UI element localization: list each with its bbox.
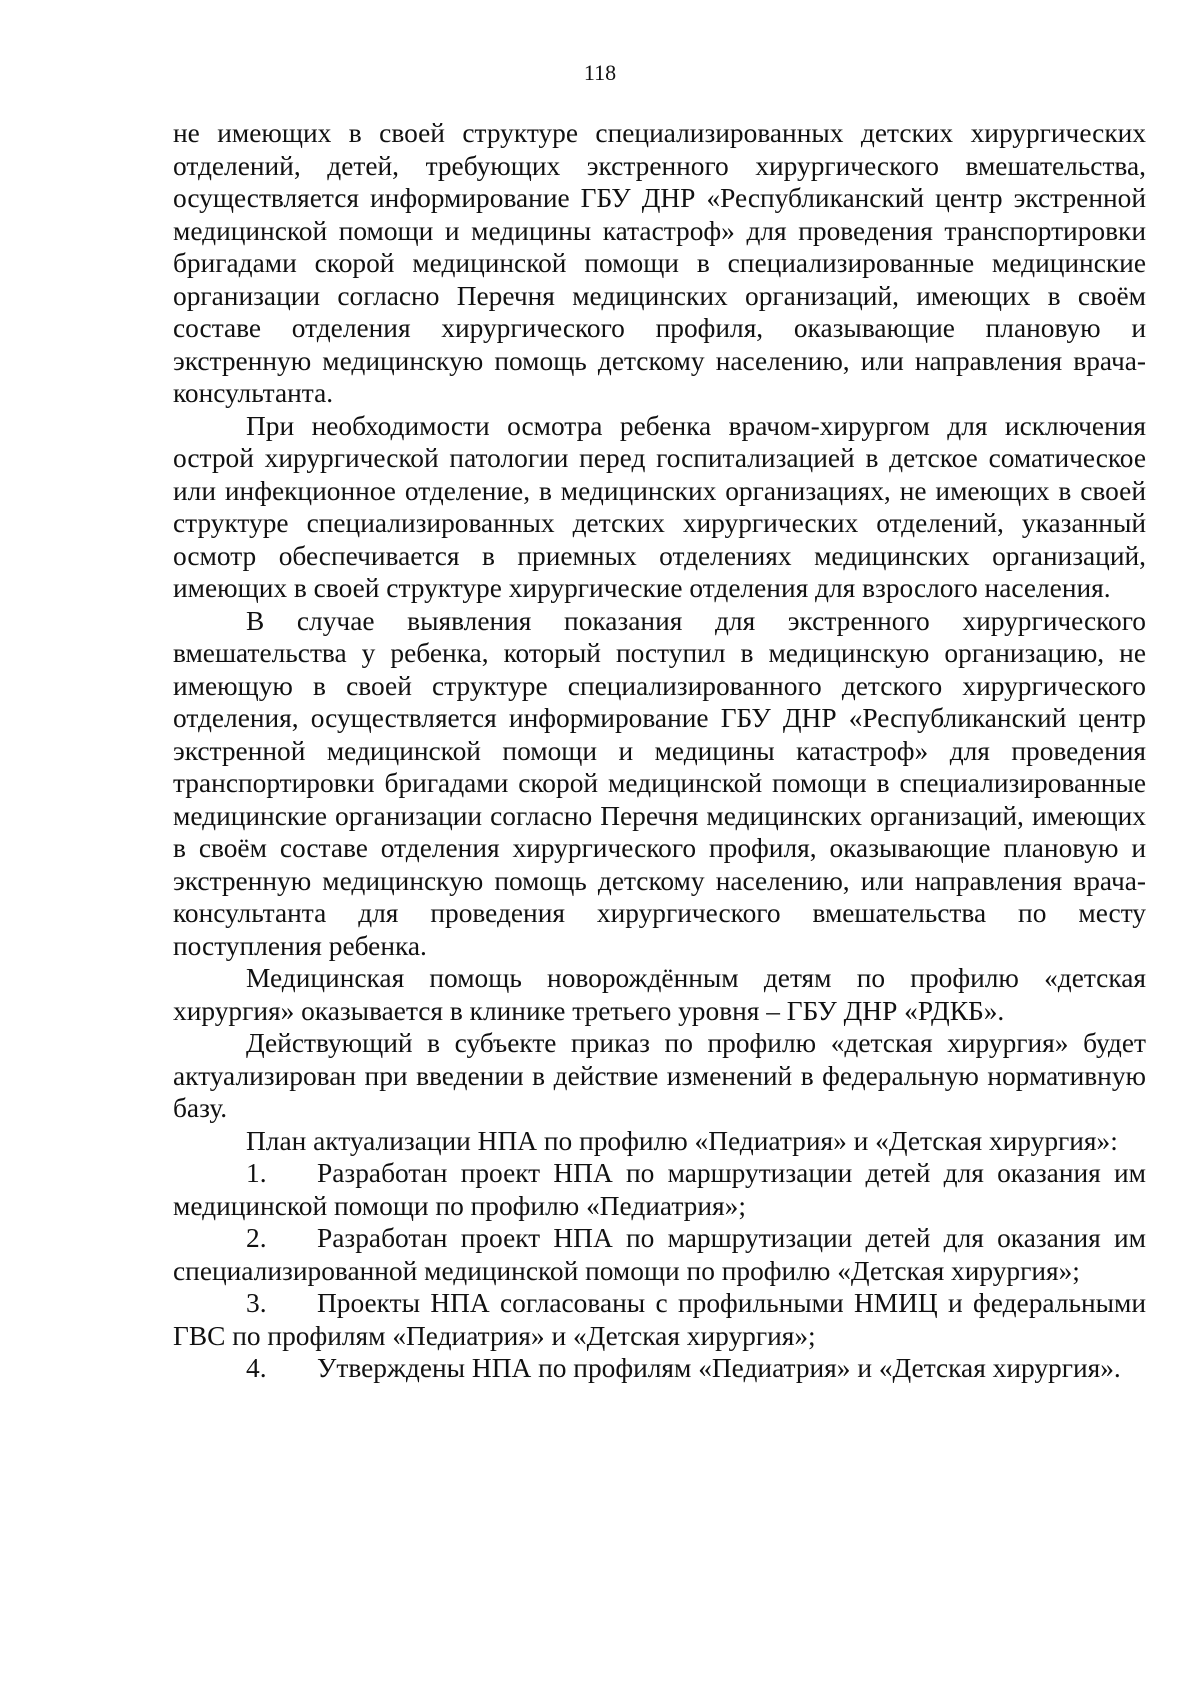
plan-item-number: 1. [246, 1158, 267, 1188]
plan-item-number: 4. [246, 1353, 267, 1383]
plan-list-item [173, 1222, 1146, 1287]
plan-list-item [173, 1157, 1146, 1222]
plan-list-item [173, 1287, 1146, 1352]
paragraph-emergency-intervention: В случае выявления показания для экстренного хирургического вмешательства у ребенка, который поступил в медицинскую организацию, не имеющую в своей структуре специализированного детского хирургического отделения, осуществляется информирование ГБУ ДНР «Республиканский центр экстренной медицинской помощи и медицины катастроф» для проведения транспортировки бригадами скорой медицинской помощи в специализированные медицинские организации согласно Перечня медицинских организаций, имеющих в своём составе отделения хирургического профиля, оказывающие плановую и экстренную медицинскую помощь детскому населению, или направления врача-консультанта для проведения хирургического вмешательства по месту поступления ребенка. [173, 605, 1146, 961]
paragraph-continuation: не имеющих в своей структуре специализированных детских хирургических отделений, детей, требующих экстренного хирургического вмешательства, осуществляется информирование ГБУ ДНР «Республиканский центр экстренной медицинской помощи и медицины катастроф» для проведения транспортировки бригадами скорой медицинской помощи в специализированные медицинские организации согласно Перечня медицинских организаций, имеющих в своём составе отделения хирургического профиля, оказывающие плановую и экстренную медицинскую помощь детскому населению, или направления врача-консультанта. [173, 118, 1146, 408]
page-number: 118 [583, 60, 617, 85]
plan-list-item [173, 1352, 1146, 1385]
plan-item-text: Проекты НПА согласованы с профильными НМИЦ и федеральными ГВС по профилям «Педиатрия» и «Детская хирургия»; [173, 1288, 1146, 1351]
paragraph-surgeon-examination: При необходимости осмотра ребенка врачом-хирургом для исключения острой хирургической патологии перед госпитализацией в детское соматическое или инфекционное отделение, в медицинских организациях, не имеющих в своей структуре специализированных детских хирургических отделений, указанный осмотр обеспечивается в приемных отделениях медицинских организаций, имеющих в своей структуре хирургические отделения для взрослого населения. [173, 410, 1146, 603]
paragraph-order-update: Действующий в субъекте приказ по профилю «детская хирургия» будет актуализирован при введении в действие изменений в федеральную нормативную базу. [173, 1028, 1146, 1123]
plan-item-number: 2. [246, 1223, 267, 1253]
plan-item-text: Разработан проект НПА по маршрутизации детей для оказания им медицинской помощи по профилю «Педиатрия»; [173, 1158, 1146, 1221]
paragraph-newborn-care: Медицинская помощь новорождённым детям по профилю «детская хирургия» оказывается в клинике третьего уровня – ГБУ ДНР «РДКБ». [173, 963, 1146, 1026]
plan-item-text: Разработан проект НПА по маршрутизации детей для оказания им специализированной медицинской помощи по профилю «Детская хирургия»; [173, 1223, 1146, 1286]
paragraph-plan-heading: План актуализации НПА по профилю «Педиатрия» и «Детская хирургия»: [246, 1125, 1118, 1156]
plan-item-number: 3. [246, 1288, 267, 1318]
plan-item-text: Утверждены НПА по профилям «Педиатрия» и «Детская хирургия». [317, 1353, 1121, 1383]
document-body [173, 117, 1146, 1385]
